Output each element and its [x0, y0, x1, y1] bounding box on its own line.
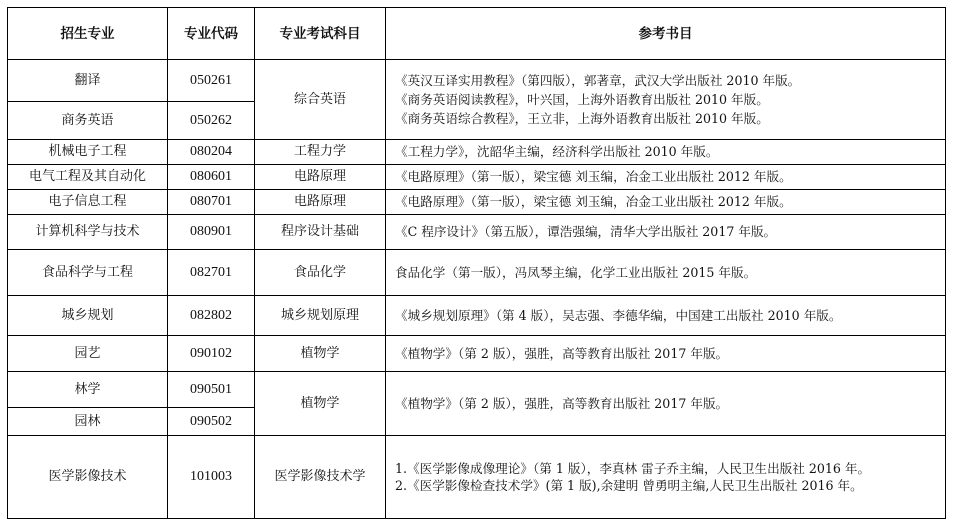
code-cell: 080701 [168, 190, 255, 215]
header-major: 招生专业 [8, 8, 168, 60]
reference-cell: 《工程力学》，沈韶华主编，经济科学出版社 2010 年版。 [386, 140, 946, 165]
reference-cell: 食品化学（第一版），冯凤琴主编，化学工业出版社 2015 年版。 [386, 250, 946, 296]
bibliography-table [7, 7, 946, 519]
header-row [8, 8, 946, 60]
reference-cell: 《植物学》（第 2 版），强胜，高等教育出版社 2017 年版。 [386, 372, 946, 436]
reference-line: 《商务英语综合教程》，王立非，上海外语教育出版社 2010 年版。 [395, 111, 769, 126]
major-cell: 林学 [8, 372, 168, 408]
major-cell: 商务英语 [8, 102, 168, 140]
subject-cell: 工程力学 [255, 140, 386, 165]
reference-cell: 《植物学》（第 2 版），强胜，高等教育出版社 2017 年版。 [386, 336, 946, 372]
subject-cell: 电路原理 [255, 165, 386, 190]
header-code: 专业代码 [168, 8, 255, 60]
code-cell: 080601 [168, 165, 255, 190]
table-row [8, 60, 946, 102]
major-cell: 电子信息工程 [8, 190, 168, 215]
table-row [8, 190, 946, 215]
subject-cell: 食品化学 [255, 250, 386, 296]
reference-cell: 《C 程序设计》（第五版），谭浩强编，清华大学出版社 2017 年版。 [386, 215, 946, 250]
table-row [8, 436, 946, 519]
reference-cell: 《城乡规划原理》（第 4 版），吴志强、李德华编，中国建工出版社 2010 年版。 [386, 296, 946, 336]
reference-cell [386, 436, 946, 519]
major-cell: 园艺 [8, 336, 168, 372]
code-cell: 090102 [168, 336, 255, 372]
subject-cell: 综合英语 [255, 60, 386, 140]
table-row [8, 250, 946, 296]
table-row [8, 336, 946, 372]
major-cell: 机械电子工程 [8, 140, 168, 165]
subject-cell: 医学影像技术学 [255, 436, 386, 519]
major-cell: 翻译 [8, 60, 168, 102]
reference-line: 《英汉互译实用教程》（第四版），郭著章，武汉大学出版社 2010 年版。 [395, 73, 801, 88]
major-cell: 电气工程及其自动化 [8, 165, 168, 190]
header-subject: 专业考试科目 [255, 8, 386, 60]
table-row [8, 165, 946, 190]
subject-cell: 电路原理 [255, 190, 386, 215]
reference-line: 1.《医学影像成像理论》（第 1 版），李真林 雷子乔主编，人民卫生出版社 2016 年。 [395, 461, 871, 476]
code-cell: 080204 [168, 140, 255, 165]
major-cell: 园林 [8, 408, 168, 436]
subject-cell: 程序设计基础 [255, 215, 386, 250]
subject-cell: 植物学 [255, 336, 386, 372]
subject-cell: 城乡规划原理 [255, 296, 386, 336]
reference-cell: 《电路原理》（第一版），梁宝德 刘玉编，冶金工业出版社 2012 年版。 [386, 165, 946, 190]
reference-cell [386, 60, 946, 140]
subject-cell: 植物学 [255, 372, 386, 436]
code-cell: 090502 [168, 408, 255, 436]
major-cell: 医学影像技术 [8, 436, 168, 519]
header-references: 参考书目 [386, 8, 946, 60]
code-cell: 082701 [168, 250, 255, 296]
code-cell: 050262 [168, 102, 255, 140]
code-cell: 080901 [168, 215, 255, 250]
code-cell: 101003 [168, 436, 255, 519]
code-cell: 050261 [168, 60, 255, 102]
reference-line: 《商务英语阅读教程》，叶兴国，上海外语教育出版社 2010 年版。 [395, 92, 769, 107]
table-row [8, 140, 946, 165]
major-cell: 城乡规划 [8, 296, 168, 336]
code-cell: 090501 [168, 372, 255, 408]
table-row [8, 296, 946, 336]
table-row [8, 372, 946, 408]
code-cell: 082802 [168, 296, 255, 336]
reference-cell: 《电路原理》（第一版），梁宝德 刘玉编，冶金工业出版社 2012 年版。 [386, 190, 946, 215]
reference-line: 2.《医学影像检查技术学》(第 1 版),余建明 曾勇明主编,人民卫生出版社 2016 年。 [395, 478, 863, 493]
table-row [8, 215, 946, 250]
major-cell: 食品科学与工程 [8, 250, 168, 296]
major-cell: 计算机科学与技术 [8, 215, 168, 250]
